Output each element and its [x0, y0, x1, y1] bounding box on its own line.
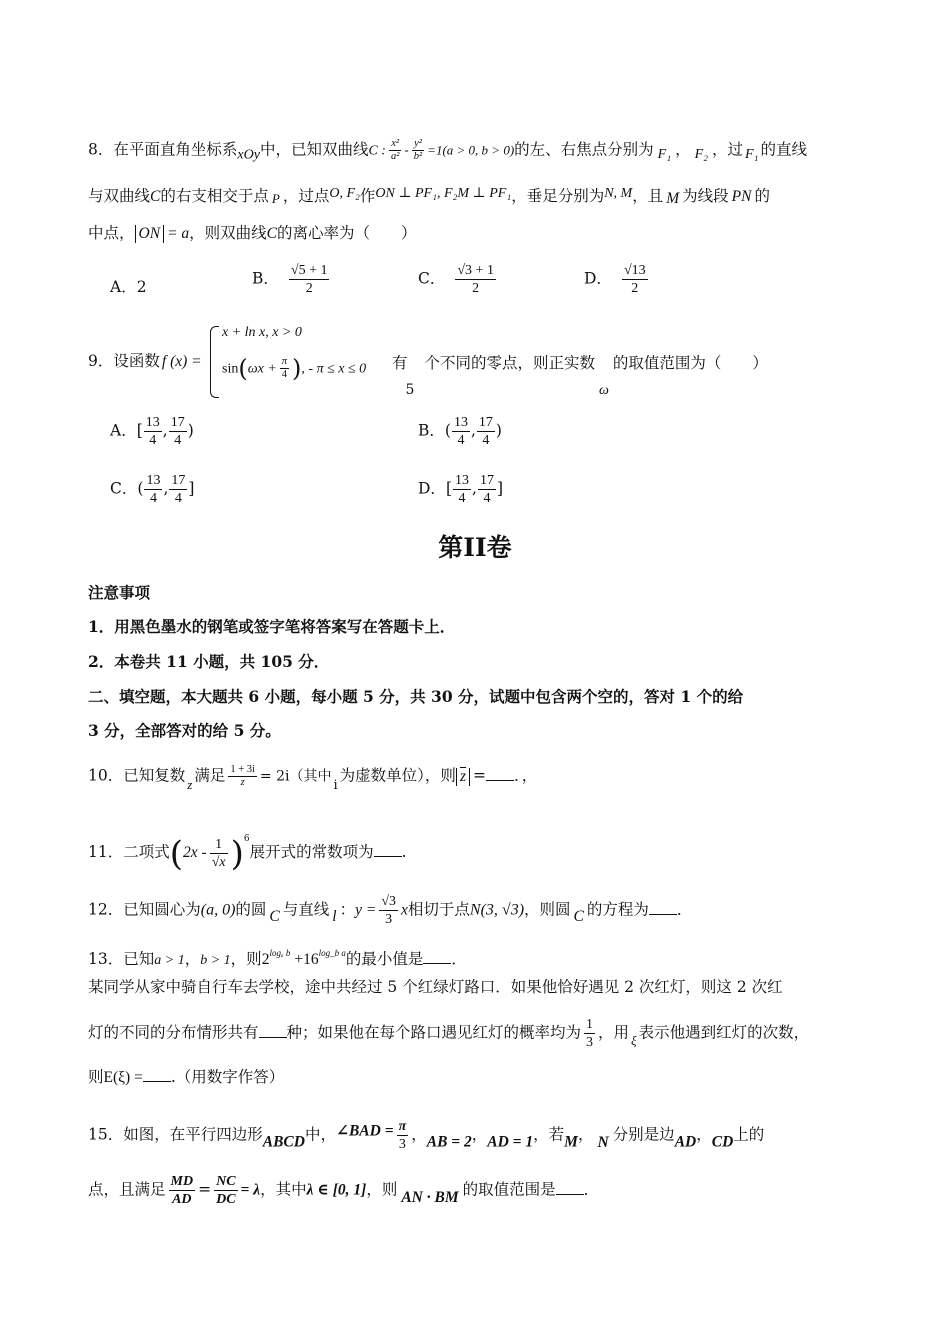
q15-line2: 点，且满足 $\frac{MD}{AD}$ = $\frac{NC}{DC}$ = λ，其中λ ∈ [0, 1]，则 AN · BM 的取值范围是 ．	[88, 1174, 600, 1207]
q8-number: 8．	[88, 140, 114, 159]
rule-1: 1．用黑色墨水的钢笔或签字笔将答案写在答题卡上．	[88, 617, 456, 636]
q10-line: 10．已知复数 $_z$ 满足 $\frac{1 + 3i}{z}$ = 2i（其中$_i$为虚数单位），则 $\overline{z}$ = ．，	[88, 764, 538, 793]
y2-over-b2: $\frac{\text{y²}}{\text{b²}}$	[413, 138, 423, 162]
q9-option-c[interactable]: C．( $\frac{13}{4}$ , $\frac{17}{4}$ ]	[110, 473, 195, 506]
q13-answer-blank[interactable]	[423, 949, 451, 964]
q8-line1: 8．在平面直角坐标系xOy中，已知双曲线C : $\frac{\text{x²}}{\text{a²}}$ - $\frac{\text{y²}}{\text{b²}}$ =1(a > 0, b > 0)的左、右焦点分别为 F₁ ， F₂ ，过 F₁ 的直线	[88, 138, 807, 163]
part2-heading-2: 3 分，全部答对的给 5 分。	[88, 721, 281, 740]
q9-case1: x + ln x, x > 0	[222, 325, 302, 340]
q8-line3: 中点， ON = a，则双曲线C的离心率为（ ）	[88, 224, 417, 242]
q11-line: 11．二项式(2x - $\frac{1}{√x}$ )$^6$展开式的常数项为 .	[88, 834, 407, 874]
q12-line: 12．已知圆心为(a, 0)的圆 C 与直线 l ：y = $\frac{√3}{3}$ x相切于点N(3, √3)，则圆 C 的方程为 ．	[88, 894, 693, 927]
q15-line1: 15．如图，在平行四边形ABCD中，∠BAD = $\frac{\pi}{3}$ ，AB = 2，AD = 1，若M， N 分别是边AD，CD上的	[88, 1119, 765, 1152]
q9-line: 9．设函数 f (x) =	[88, 352, 202, 370]
q9-line-cont: 有5个不同的零点，则正实数ω的取值范围为（ ）	[392, 354, 768, 398]
q14-line1: 某同学从家中骑自行车去学校，途中共经过 5 个红绿灯路口．如果他恰好遇见 2 次红灯，则这 2 次红	[88, 978, 783, 996]
q9-case2: sin(ωx + $\frac{\pi}{4}$ ), - π ≤ x ≤ 0	[222, 354, 367, 383]
notice-heading: 注意事项	[88, 583, 151, 602]
x2-over-a2: $\frac{\text{x²}}{\text{a²}}$	[390, 138, 400, 162]
q15-answer-blank[interactable]	[556, 1180, 584, 1195]
q14-line2: 灯的不同的分布情形共有 种；如果他在每个路口遇见红灯的概率均为 $\frac{1}{3}$ ，用 $_\xi$ 表示他遇到红灯的次数，	[88, 1017, 810, 1050]
q8-option-b[interactable]: B． $\frac{√5 + 1}{2}$	[252, 263, 328, 296]
q12-answer-blank[interactable]	[649, 900, 677, 915]
q14-answer-blank-2[interactable]	[143, 1067, 171, 1082]
abs-ON: ON	[135, 225, 165, 243]
part2-heading-1: 二、填空题，本大题共 6 小题，每小题 5 分，共 30 分，试题中包含两个空的，答对 1 个的给	[88, 687, 744, 706]
section-title: 第II卷	[438, 533, 512, 562]
coord-system: xOy	[237, 147, 260, 163]
q8-option-a[interactable]: A．2	[110, 278, 147, 296]
piecewise-brace	[210, 326, 219, 398]
q9-option-b[interactable]: B．( $\frac{13}{4}$ , $\frac{17}{4}$ )	[418, 415, 502, 448]
q8-option-d[interactable]: D． $\frac{√13}{2}$	[584, 263, 646, 296]
q8-line2: 与双曲线C的右支相交于点 P ，过点O, F₂作ON ⊥ PF₁, F₂M ⊥ PF₁，垂足分别为N, M，且 M 为线段 PN 的	[88, 186, 770, 207]
q10-answer-blank[interactable]	[486, 766, 514, 781]
q13-line: 13．已知a > 1，b > 1，则$2^{log_a b} +16^{log\_b a}$的最小值是 ．	[88, 948, 467, 968]
rule-2: 2．本卷共 11 小题，共 105 分．	[88, 652, 330, 671]
q8-option-c[interactable]: C． $\frac{√3 + 1}{2}$	[418, 263, 494, 296]
q11-answer-blank[interactable]	[374, 842, 402, 857]
q9-option-d[interactable]: D．[ $\frac{13}{4}$ , $\frac{17}{4}$ ]	[418, 473, 503, 506]
q14-line3: 则E(ξ) = .（用数字作答）	[88, 1068, 285, 1086]
q9-option-a[interactable]: A．[ $\frac{13}{4}$ , $\frac{17}{4}$ )	[110, 415, 194, 448]
q14-answer-blank-1[interactable]	[259, 1023, 287, 1038]
abs-zbar: $\overline{z}$	[456, 768, 470, 786]
